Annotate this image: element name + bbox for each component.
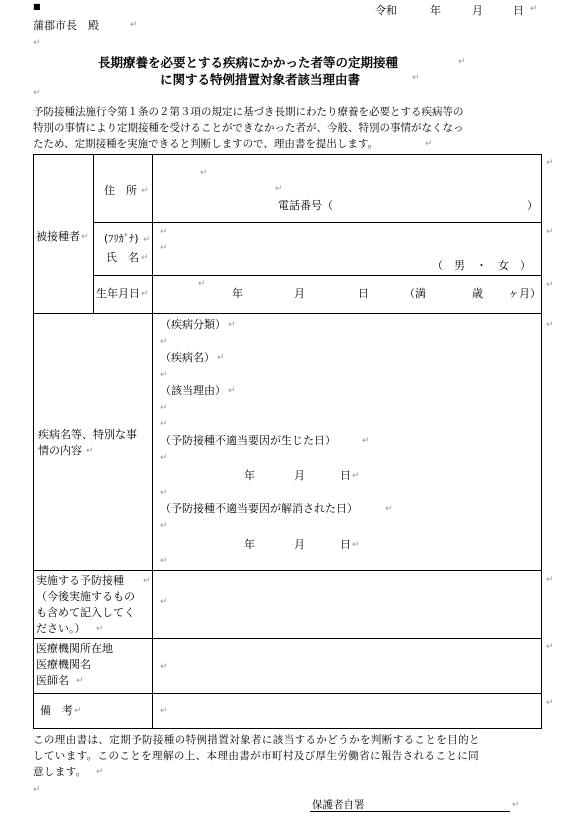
phone-input[interactable] <box>345 197 525 213</box>
unfit-start-label: （予防接種不適当要因が生じた日） <box>160 434 336 447</box>
age-open: （満 <box>404 287 426 300</box>
disease-label-line-2: 情の内容 <box>38 444 82 457</box>
hospital-name-label: 医療機関名 <box>36 658 91 671</box>
paragraph-mark: ↵ <box>530 4 538 14</box>
remarks-input[interactable] <box>160 697 535 725</box>
vaccination-input[interactable] <box>160 574 535 634</box>
birth-day-label: 日 <box>358 287 369 300</box>
phone-close: ） <box>527 199 538 212</box>
paragraph-mark: ↵ <box>160 337 168 347</box>
paragraph-mark: ↵ <box>33 38 41 48</box>
disease-label-line-1: 疾病名等、特別な事 <box>38 428 137 441</box>
paragraph-mark: ↵ <box>96 624 104 634</box>
paragraph-mark: ↵ <box>546 158 554 168</box>
paragraph-mark: ↵ <box>198 279 206 289</box>
paragraph-mark: ↵ <box>546 320 554 330</box>
paragraph-mark: ↵ <box>33 785 41 795</box>
date-year-label: 年 <box>430 4 441 17</box>
paragraph-mark: ↵ <box>512 800 520 810</box>
paragraph-mark: ↵ <box>74 706 82 716</box>
paragraph-mark: ↵ <box>160 403 168 413</box>
paragraph-mark: ↵ <box>160 521 168 531</box>
paragraph-mark: ↵ <box>160 488 168 498</box>
recipient-label: 被接種者 <box>36 230 80 243</box>
furigana-input[interactable] <box>160 225 535 240</box>
paragraph-mark: ↵ <box>546 227 554 237</box>
unfit-end-day-label: 日 <box>340 538 351 551</box>
paragraph-mark: ↵ <box>141 186 149 196</box>
unfit-start-year-label: 年 <box>244 469 255 482</box>
addressee: 蒲郡市長 殿 <box>33 19 99 32</box>
title-line-1: 長期療養を必要とする疾病にかかった者等の定期接種 <box>98 55 399 70</box>
footer-line-3: 意します。 <box>33 766 87 778</box>
paragraph-mark: ↵ <box>425 139 433 149</box>
date-month-label: 月 <box>472 4 483 17</box>
paragraph-mark: ↵ <box>160 227 168 237</box>
paragraph-mark: ↵ <box>160 453 168 463</box>
vaccination-label-line-2: （今後実施するもの <box>36 590 135 603</box>
disease-name-label: （疾病名） <box>160 351 215 364</box>
intro-line-1: 予防接種法施行令第１条の２第３項の規定に基づき長期にわたり療養を必要とする疾病等の <box>33 106 464 118</box>
paragraph-mark: ↵ <box>546 280 554 290</box>
paragraph-mark: ↵ <box>160 706 168 716</box>
intro-line-2: 特別の事情により定期接種を受けることができなかった者が、今般、特別の事情がなくなっ <box>33 122 464 134</box>
unfit-start-day-label: 日 <box>340 469 351 482</box>
doctor-name-label: 医師名 <box>36 674 69 687</box>
unfit-end-year-label: 年 <box>244 538 255 551</box>
paragraph-mark: ↵ <box>160 419 168 429</box>
paragraph-mark: ↵ <box>275 184 283 194</box>
title-line-2: に関する特例措置対象者該当理由書 <box>160 72 361 87</box>
paragraph-mark: ↵ <box>412 73 420 83</box>
address-input[interactable] <box>160 160 535 180</box>
name-input[interactable] <box>160 241 430 257</box>
gender-options[interactable]: （ 男 ・ 女 ） <box>432 259 531 272</box>
paragraph-mark: ↵ <box>160 370 168 380</box>
vaccination-label-line-1: 実施する予防接種 <box>36 574 124 587</box>
vaccination-label-line-4: ださい。） <box>36 622 86 635</box>
paragraph-mark: ↵ <box>160 556 168 566</box>
vaccination-label-line-3: も含めて記入してく <box>36 606 135 619</box>
age-months-label: ヶ月） <box>508 287 541 300</box>
paragraph-mark: ↵ <box>33 88 41 98</box>
paragraph-mark: ↵ <box>200 168 208 178</box>
footer-line-2: しています。このことを理解の上、本理由書が市町村及び厚生労働省に報告されることに同 <box>33 750 480 762</box>
date-era: 令和 <box>375 4 397 17</box>
paragraph-mark: ↵ <box>76 676 84 686</box>
paragraph-mark: ↵ <box>217 353 225 363</box>
paragraph-mark: ↵ <box>546 698 554 708</box>
paragraph-mark: ↵ <box>228 320 236 330</box>
hospital-address-label: 医療機関所在地 <box>36 642 113 655</box>
reason-label: （該当理由） <box>160 384 226 397</box>
paragraph-mark: ↵ <box>160 243 168 253</box>
paragraph-mark: ↵ <box>352 471 360 481</box>
format-mark: ■ <box>33 2 41 11</box>
paragraph-mark: ↵ <box>141 289 149 299</box>
disease-category-label: （疾病分類） <box>160 318 226 331</box>
paragraph-mark: ↵ <box>86 446 94 456</box>
intro-line-3: たため、定期接種を実施できると判断しますので、理由書を提出します。 <box>33 138 379 150</box>
paragraph-mark: ↵ <box>160 597 168 607</box>
age-years-label: 歳 <box>472 287 483 300</box>
paragraph-mark: ↵ <box>458 57 466 67</box>
paragraph-mark: ↵ <box>141 253 149 263</box>
name-label: 氏 名 <box>106 251 139 264</box>
signature-line[interactable] <box>310 811 510 812</box>
paragraph-mark: ↵ <box>228 386 236 396</box>
paragraph-mark: ↵ <box>546 575 554 585</box>
paragraph-mark: ↵ <box>96 767 104 777</box>
birth-date-input[interactable] <box>160 284 400 302</box>
disease-details-input[interactable] <box>160 316 535 566</box>
birth-year-label: 年 <box>232 287 243 300</box>
paragraph-mark: ↵ <box>546 642 554 652</box>
paragraph-mark: ↵ <box>352 540 360 550</box>
unfit-start-month-label: 月 <box>294 469 305 482</box>
address-label: 住 所 <box>104 184 137 197</box>
date-day-label: 日 <box>513 4 524 17</box>
paragraph-mark: ↵ <box>130 20 138 30</box>
paragraph-mark: ↵ <box>81 232 89 242</box>
remarks-label: 備 考 <box>40 704 73 717</box>
paragraph-mark: ↵ <box>143 235 151 245</box>
phone-label: 電話番号（ <box>278 199 333 212</box>
unfit-end-month-label: 月 <box>294 538 305 551</box>
paragraph-mark: ↵ <box>362 436 370 446</box>
footer-line-1: この理由書は、定期予防接種の特例措置対象者に該当するかどうかを判断することを目的と <box>33 734 480 746</box>
paragraph-mark: ↵ <box>143 576 151 586</box>
unfit-end-label: （予防接種不適当要因が解消された日） <box>160 502 358 515</box>
signature-label: 保護者自署 <box>312 799 365 811</box>
hospital-input[interactable] <box>160 642 535 690</box>
birth-label: 生年月日 <box>96 287 140 300</box>
paragraph-mark: ↵ <box>160 662 168 672</box>
birth-month-label: 月 <box>294 287 305 300</box>
furigana-label: (ﾌﾘｶﾞﾅ) <box>104 233 139 245</box>
paragraph-mark: ↵ <box>385 504 393 514</box>
